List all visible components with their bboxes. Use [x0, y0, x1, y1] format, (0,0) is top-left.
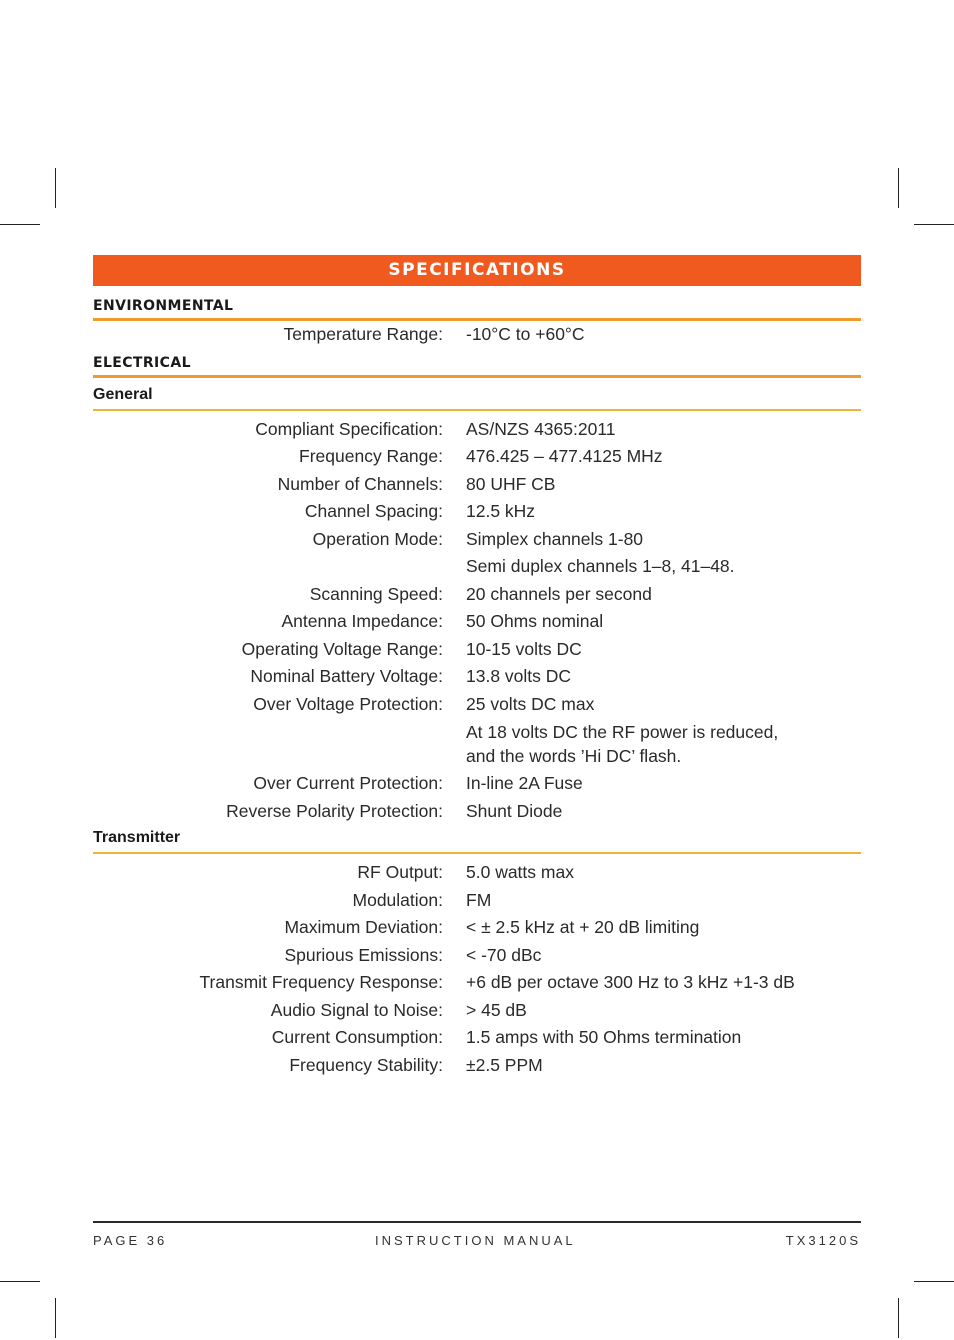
spec-label: Number of Channels: — [277, 473, 443, 494]
spec-note-line: and the words ’Hi DC’ flash. — [466, 746, 682, 766]
spec-row — [93, 1052, 861, 1080]
spec-label: Reverse Polarity Protection: — [226, 800, 443, 821]
spec-value: Shunt Diode — [466, 800, 563, 821]
subsection-transmitter-title: Transmitter — [93, 829, 861, 854]
spec-row — [93, 663, 861, 691]
spec-value: 25 volts DC max — [466, 693, 595, 714]
subsection-general-title: General — [93, 386, 861, 411]
spec-row — [93, 887, 861, 915]
crop-mark — [914, 224, 954, 225]
spec-label: Compliant Specification: — [255, 418, 443, 439]
spec-value: Semi duplex channels 1–8, 41–48. — [466, 556, 735, 576]
spec-row — [93, 416, 861, 444]
spec-label: Over Voltage Protection: — [253, 693, 443, 714]
spec-row — [93, 471, 861, 499]
spec-label: Frequency Stability: — [289, 1054, 443, 1075]
spec-note — [466, 718, 778, 770]
general-rows — [93, 411, 861, 826]
footer-manual-title: INSTRUCTION MANUAL — [375, 1233, 576, 1248]
spec-note-row — [93, 718, 861, 770]
spec-label: Maximum Deviation: — [284, 917, 443, 937]
spec-value: < -70 dBc — [466, 944, 542, 965]
spec-value: Simplex channels 1-80 — [466, 528, 644, 549]
spec-content — [93, 255, 861, 1079]
spec-value: -10°C to +60°C — [466, 324, 585, 344]
spec-value: FM — [466, 889, 492, 910]
footer-page-number: PAGE 36 — [93, 1233, 168, 1248]
transmitter-rows — [93, 854, 861, 1079]
spec-value: 5.0 watts max — [466, 862, 574, 882]
spec-row — [93, 553, 861, 581]
spec-row — [93, 969, 861, 997]
spec-value: 50 Ohms nominal — [466, 611, 604, 631]
spec-row — [93, 1024, 861, 1052]
spec-value: 80 UHF CB — [466, 473, 556, 494]
footer-rule — [93, 1221, 861, 1223]
spec-value: 13.8 volts DC — [466, 666, 572, 686]
spec-label: Channel Spacing: — [304, 501, 443, 521]
spec-label: Modulation: — [352, 889, 443, 910]
spec-row — [93, 443, 861, 471]
spec-label-empty — [93, 718, 443, 770]
spec-value: 20 channels per second — [466, 583, 652, 604]
spec-label: Over Current Protection: — [253, 773, 443, 793]
spec-note-line: At 18 volts DC the RF power is reduced, — [466, 722, 779, 742]
spec-row — [93, 997, 861, 1025]
spec-row — [93, 581, 861, 609]
crop-mark — [914, 1281, 954, 1282]
spec-label: Scanning Speed: — [309, 583, 443, 604]
spec-label: Operating Voltage Range: — [241, 638, 443, 659]
crop-mark — [898, 168, 899, 208]
spec-row — [93, 691, 861, 719]
spec-label: RF Output: — [357, 862, 443, 882]
spec-label: Operation Mode: — [312, 528, 443, 549]
spec-row — [93, 608, 861, 636]
spec-label: Spurious Emissions: — [284, 944, 443, 965]
spec-row — [93, 636, 861, 664]
spec-row — [93, 526, 861, 554]
footer-model: TX3120S — [785, 1233, 861, 1248]
spec-label: Current Consumption: — [271, 1027, 443, 1047]
crop-mark — [0, 1281, 40, 1282]
spec-value: ±2.5 PPM — [466, 1054, 543, 1075]
spec-value: 10-15 volts DC — [466, 638, 582, 659]
crop-mark — [55, 168, 56, 208]
spec-value: < ± 2.5 kHz at + 20 dB limiting — [466, 917, 700, 937]
spec-value: 12.5 kHz — [466, 501, 536, 521]
spec-label: Audio Signal to Noise: — [270, 999, 443, 1020]
spec-value: 476.425 – 477.4125 MHz — [466, 446, 663, 466]
section-electrical-title: ELECTRICAL — [93, 355, 861, 378]
crop-mark — [0, 224, 40, 225]
spec-value: > 45 dB — [466, 999, 527, 1020]
spec-row — [93, 498, 861, 526]
spec-value: AS/NZS 4365:2011 — [466, 418, 616, 439]
spec-label: Antenna Impedance: — [281, 611, 443, 631]
spec-value: In-line 2A Fuse — [466, 773, 583, 793]
spec-label: Nominal Battery Voltage: — [250, 666, 443, 686]
spec-row — [93, 321, 861, 349]
spec-row — [93, 942, 861, 970]
spec-row — [93, 798, 861, 826]
page-title: SPECIFICATIONS — [93, 255, 861, 286]
spec-row — [93, 859, 861, 887]
spec-label: Temperature Range: — [283, 324, 443, 344]
crop-mark — [898, 1298, 899, 1338]
spec-row — [93, 914, 861, 942]
spec-label: Frequency Range: — [299, 446, 443, 466]
crop-mark — [55, 1298, 56, 1338]
spec-label — [93, 553, 443, 581]
spec-row — [93, 770, 861, 798]
spec-label: Transmit Frequency Response: — [199, 972, 443, 992]
spec-value: +6 dB per octave 300 Hz to 3 kHz +1-3 dB — [466, 972, 795, 992]
spec-value: 1.5 amps with 50 Ohms termination — [466, 1027, 742, 1047]
section-environmental-title: ENVIRONMENTAL — [93, 298, 861, 321]
environmental-rows — [93, 321, 861, 349]
